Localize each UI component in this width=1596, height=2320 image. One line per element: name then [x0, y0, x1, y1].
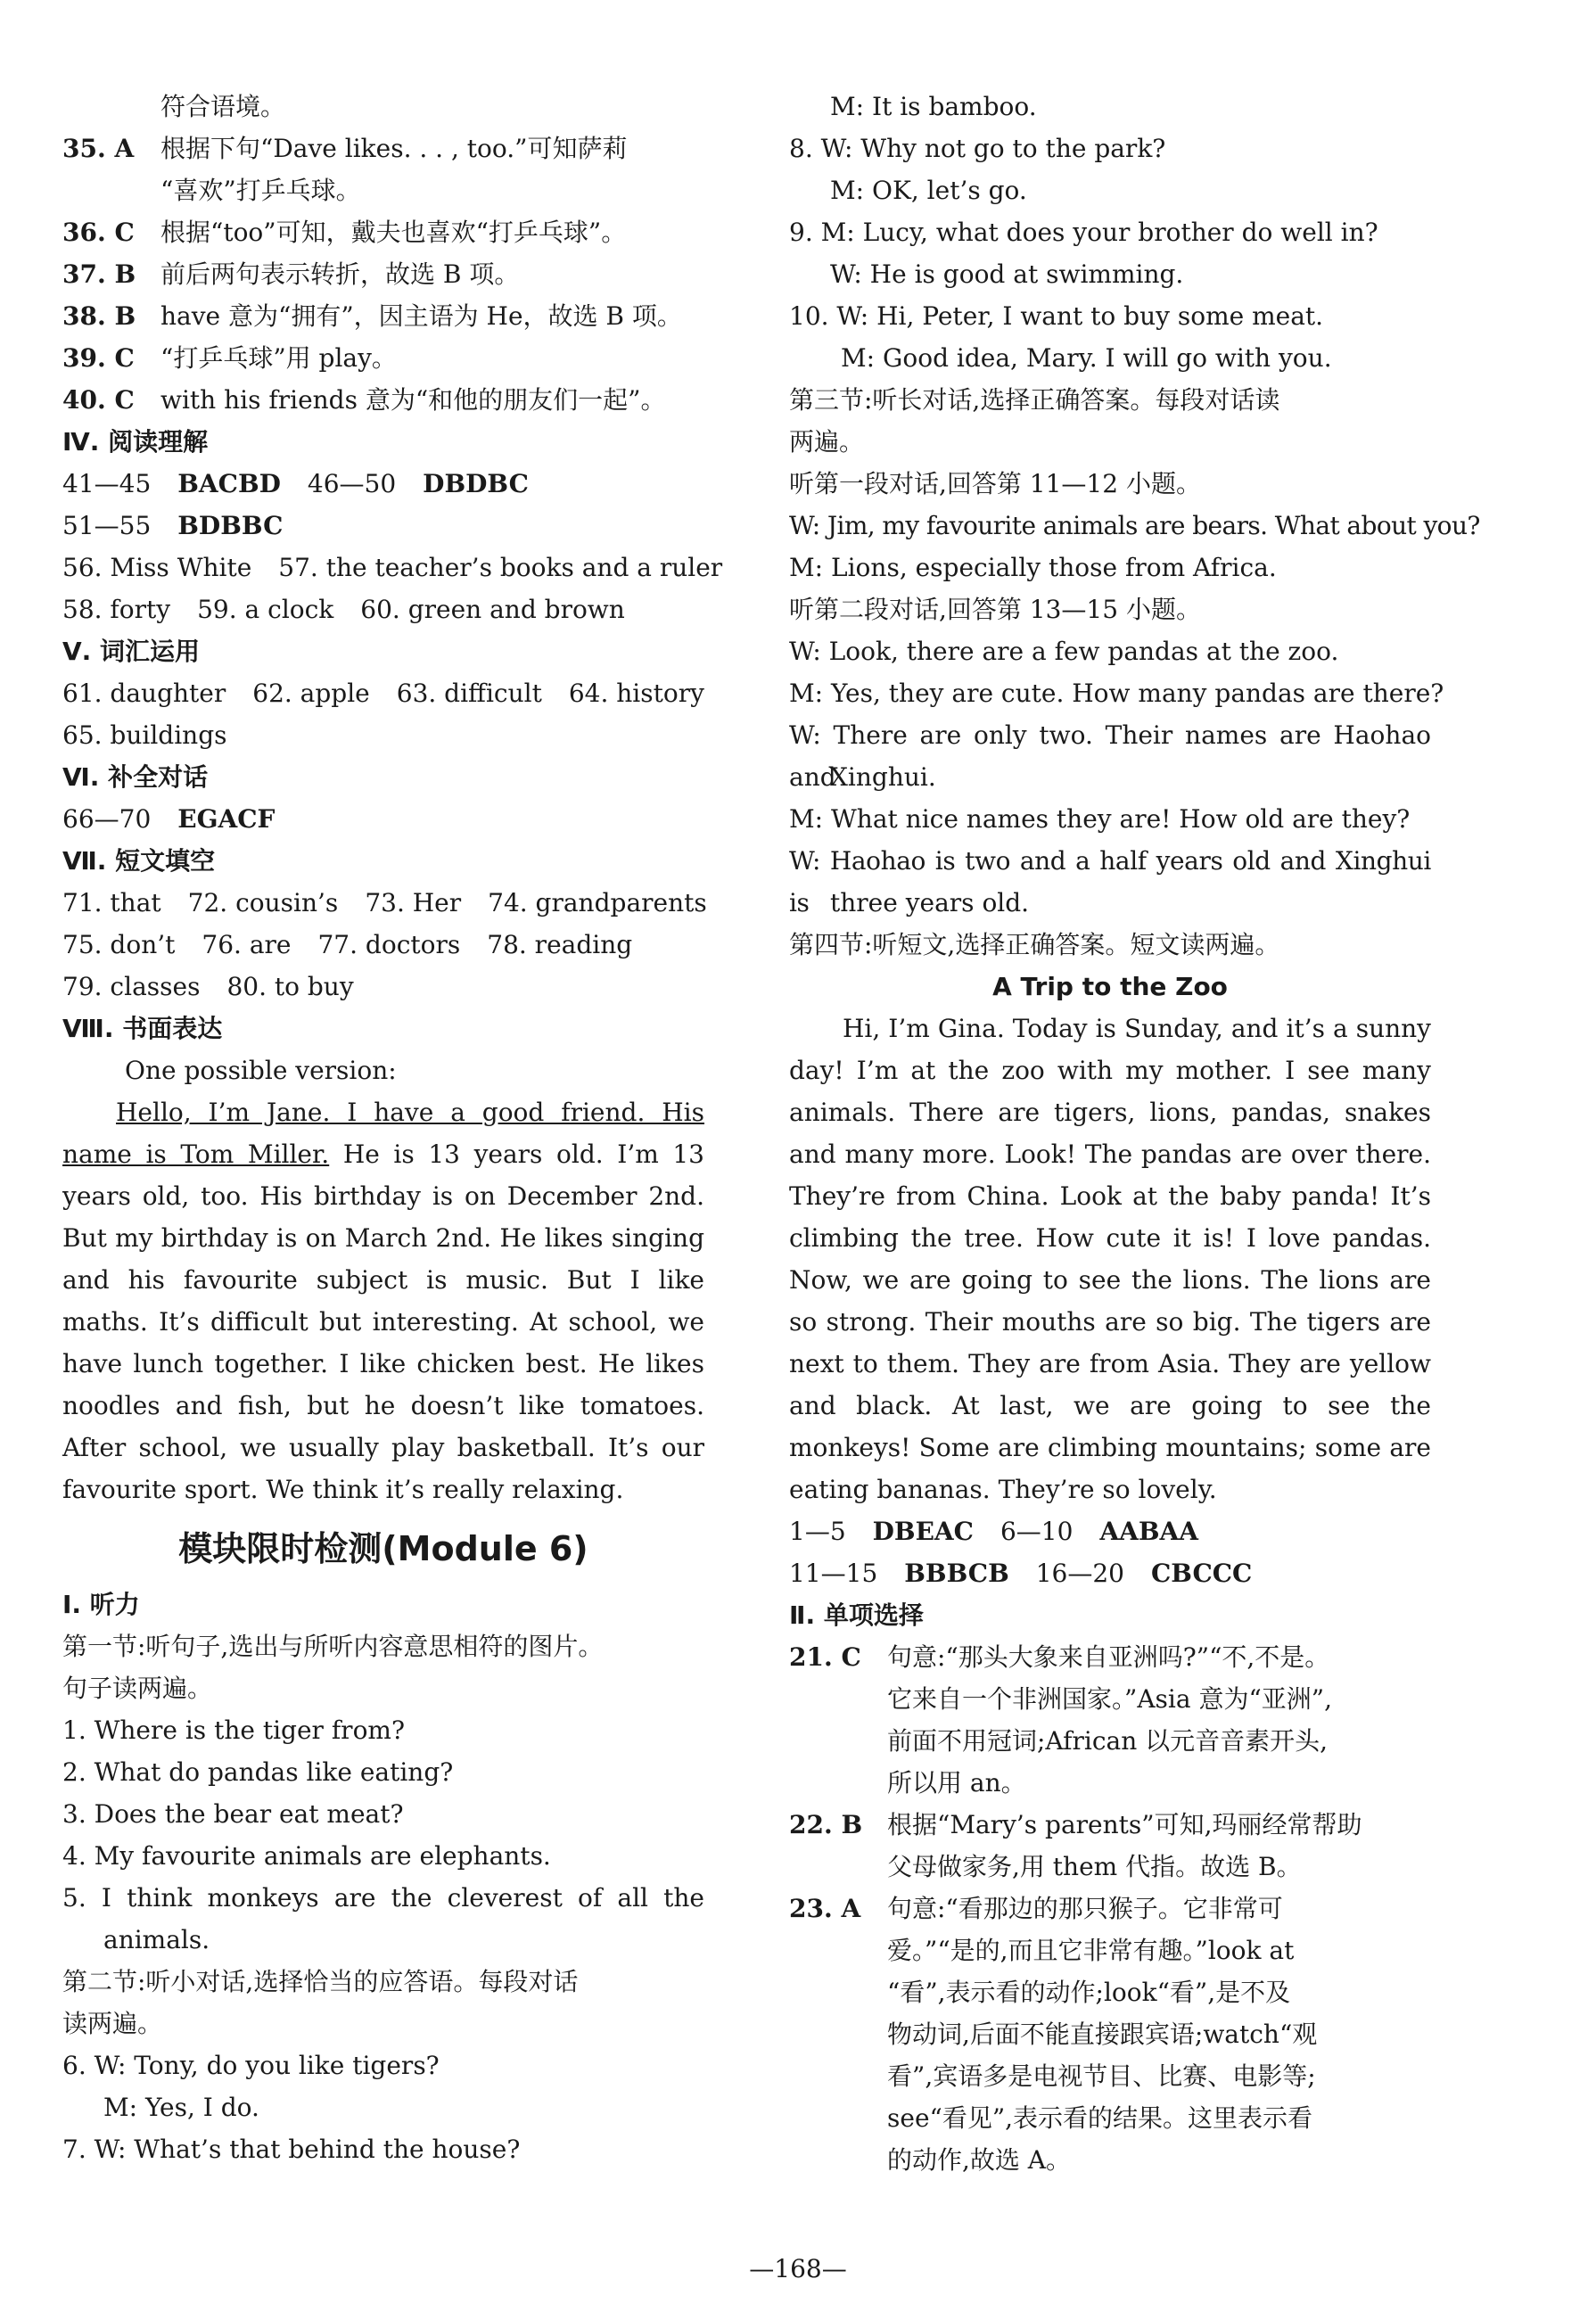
text-line: 听第二段对话,回答第 13—15 小题。	[789, 595, 1201, 624]
text-line: 符合语境。	[160, 92, 286, 121]
text-line: 句子读两遍。	[62, 1674, 213, 1703]
answer-row	[789, 1552, 1431, 1594]
answer-row	[62, 714, 704, 756]
answer-range: 16—20	[1035, 1559, 1124, 1588]
dialogue-line: 9. M: Lucy, what does your brother do well in?	[789, 218, 1378, 247]
text-line: animals.	[103, 1925, 210, 1954]
answer-item: 78. reading	[487, 930, 633, 959]
section-heading: Ⅱ. 单项选择	[789, 1600, 924, 1630]
dialogue-line: M: Good idea, Mary. I will go with you.	[841, 343, 1332, 373]
answer-number: 21. C	[789, 1642, 861, 1672]
section-heading: Ⅵ. 补全对话	[62, 762, 209, 792]
text-line: 第二节:听小对话,选择恰当的应答语。每段对话	[62, 1967, 579, 1996]
answer-item: 65. buildings	[62, 720, 227, 750]
listening-item: 5. I think monkeys are the cleverest of all the	[62, 1883, 704, 1913]
listening-item: 4. My favourite animals are elephants.	[62, 1841, 551, 1871]
dialogue-line: W: There are only two. Their names are Haohao and	[789, 720, 1431, 792]
answer-number: 39. C	[62, 343, 135, 373]
text-line: “喜欢”打乒乓球。	[160, 176, 361, 205]
answer-number: 22. B	[789, 1810, 863, 1839]
answer-row	[62, 463, 704, 505]
answer-range: 66—70	[62, 804, 152, 834]
answer-item: 61. daughter	[62, 679, 226, 708]
text-line: “看”,表示看的动作;look“看”,是不及	[887, 1978, 1291, 2007]
dialogue-line: Xinghui.	[830, 762, 936, 792]
dialogue-line: M: Yes, I do.	[103, 2093, 259, 2122]
right-column	[789, 86, 1480, 2181]
answer-range: 1—5	[789, 1517, 846, 1546]
passage-title: A Trip to the Zoo	[992, 972, 1228, 1001]
answer-explanation: 句意:“看那边的那只猴子。它非常可	[887, 1894, 1283, 1923]
dialogue-line: W: He is good at swimming.	[830, 259, 1184, 289]
answer-row	[62, 882, 707, 924]
answer-key: BDBBC	[177, 511, 284, 540]
answer-37	[62, 253, 704, 295]
model-essay	[62, 1091, 704, 1510]
answer-number: 37. B	[62, 259, 136, 289]
answer-number: 36. C	[62, 218, 135, 247]
text-line: 两遍。	[789, 427, 865, 457]
dialogue-line: M: It is bamboo.	[830, 92, 1037, 121]
answer-range: 46—50	[307, 469, 397, 498]
text-line: 第一节:听句子,选出与所听内容意思相符的图片。	[62, 1632, 604, 1661]
essay-underlined: Hello, I’m Jane. I have a good friend. His name is Tom Miller.	[62, 1098, 704, 1169]
passage-body: Hi, I’m Gina. Today is Sunday, and it’s a sunny day! I’m at the zoo with my mother. I see many animals. There are tigers, lions, pandas, snakes and many more. Look! The pandas are over there. They’re from China. Look at the baby panda! It’s climbing the tree. How cute it is! I love pandas. Now, we are going to see the lions. The lions are so strong. Their mouths are so big. The tigers are next to them. They are from Asia. They are yellow and black. At last, we are going to see the monkeys! Some are climbing mountains; some are eating bananas. They’re so lovely.	[789, 1014, 1431, 1504]
dialogue-line: M: Yes, they are cute. How many pandas are there?	[789, 679, 1444, 708]
answer-item: 74. grandparents	[488, 888, 707, 917]
answer-row	[62, 966, 704, 1008]
dialogue-line: three years old.	[830, 888, 1030, 917]
section-heading: Ⅳ. 阅读理解	[62, 427, 209, 457]
dialogue-line: 8. W: Why not go to the park?	[789, 134, 1166, 163]
module-title: 模块限时检测(Module 6)	[178, 1529, 588, 1568]
answer-explanation: have 意为“拥有”，因主语为 He，故选 B 项。	[160, 301, 682, 331]
text-line: 爱。”“是的,而且它非常有趣。”look at	[887, 1936, 1295, 1965]
answer-item: 59. a clock	[197, 595, 334, 624]
text-line: 看”,宾语多是电视节目、比赛、电影等;	[887, 2061, 1316, 2091]
answer-38	[62, 295, 704, 337]
text-line: 听第一段对话,回答第 11—12 小题。	[789, 469, 1201, 498]
answer-explanation: 前后两句表示转折，故选 B 项。	[160, 259, 520, 289]
answer-item: 80. to buy	[226, 972, 354, 1001]
text-line: 第四节:听短文,选择正确答案。短文读两遍。	[789, 930, 1280, 959]
answer-key: DBEAC	[872, 1517, 974, 1546]
answer-item: 75. don’t	[62, 930, 176, 959]
answer-explanation: 根据“Mary’s parents”可知,玛丽经常帮助	[887, 1810, 1362, 1839]
answer-explanation: 根据下句“Dave likes. . . , too.”可知萨莉	[160, 134, 628, 163]
listening-item: 1. Where is the tiger from?	[62, 1715, 405, 1745]
answer-item: 64. history	[568, 679, 704, 708]
section-heading: Ⅴ. 词汇运用	[62, 637, 201, 666]
answer-36	[62, 211, 704, 253]
answer-explanation: “打乒乓球”用 play。	[160, 343, 397, 373]
dialogue-line: 6. W: Tony, do you like tigers?	[62, 2051, 440, 2080]
dialogue-line: W: Look, there are a few pandas at the zoo.	[789, 637, 1339, 666]
answer-item: 71. that	[62, 888, 161, 917]
answer-22	[789, 1804, 1431, 1846]
answer-item: 56. Miss White	[62, 553, 252, 582]
answer-range: 6—10	[1000, 1517, 1074, 1546]
dialogue-line: W: Jim, my favourite animals are bears. What about you?	[789, 511, 1480, 540]
answer-row	[62, 672, 704, 714]
answer-key: EGACF	[177, 804, 276, 834]
text-line: 它来自一个非洲国家。”Asia 意为“亚洲”,	[887, 1684, 1332, 1714]
listening-item: 3. Does the bear eat meat?	[62, 1799, 404, 1829]
answer-key: BBBCB	[904, 1559, 1009, 1588]
text-line: 所以用 an。	[887, 1768, 1026, 1798]
answer-range: 11—15	[789, 1559, 878, 1588]
answer-item: 58. forty	[62, 595, 171, 624]
answer-number: 40. C	[62, 385, 135, 415]
dialogue-line: M: Lions, especially those from Africa.	[789, 553, 1277, 582]
text-line: 的动作,故选 A。	[887, 2145, 1072, 2175]
text-line: 读两遍。	[62, 2009, 163, 2038]
answer-number: 23. A	[789, 1894, 861, 1923]
dialogue-line: M: What nice names they are! How old are they?	[789, 804, 1411, 834]
answer-item: 60. green and brown	[360, 595, 625, 624]
answer-39	[62, 337, 704, 379]
section-heading: Ⅷ. 书面表达	[62, 1014, 223, 1043]
text-line: 前面不用冠词;African 以元音音素开头,	[887, 1726, 1329, 1756]
answer-row	[62, 588, 704, 630]
version-label: One possible version:	[125, 1056, 397, 1085]
essay-body: He is 13 years old. I’m 13 years old, too. His birthday is on December 2nd. But my birthday is on March 2nd. He likes singing and his favourite subject is music. But I like maths. It’s difficult but interesting. At school, we have lunch together. I like chicken best. He likes noodles and fish, but he doesn’t like tomatoes. After school, we usually play basketball. It’s our favourite sport. We think it’s really relaxing.	[62, 1139, 704, 1504]
answer-range: 51—55	[62, 511, 152, 540]
answer-item: 79. classes	[62, 972, 201, 1001]
dialogue-line: 10. W: Hi, Peter, I want to buy some meat.	[789, 301, 1324, 331]
answer-item: 62. apple	[252, 679, 370, 708]
answer-key: CBCCC	[1151, 1559, 1253, 1588]
dialogue-line: M: OK, let’s go.	[830, 176, 1027, 205]
answer-35	[62, 128, 704, 169]
answer-row	[789, 1510, 1431, 1552]
page-number: —168—	[749, 2254, 847, 2283]
answer-key: DBDBC	[423, 469, 529, 498]
answer-key: BACBD	[177, 469, 281, 498]
section-heading: Ⅶ. 短文填空	[62, 846, 216, 876]
answer-23	[789, 1888, 1431, 1929]
text-line: 第三节:听长对话,选择正确答案。每段对话读	[789, 385, 1280, 415]
answer-40	[62, 379, 704, 421]
answer-explanation: 句意:“那头大象来自亚洲吗?”“不,不是。	[887, 1642, 1330, 1672]
answer-item: 76. are	[202, 930, 292, 959]
answer-row	[62, 547, 723, 588]
answer-explanation: 根据“too”可知，戴夫也喜欢“打乒乓球”。	[160, 218, 627, 247]
text-line: 父母做家务,用 them 代指。故选 B。	[887, 1852, 1302, 1881]
dialogue-line: 7. W: What’s that behind the house?	[62, 2135, 521, 2164]
answer-row	[62, 505, 704, 547]
answer-row	[62, 798, 704, 840]
answer-explanation: with his friends 意为“和他的朋友们一起”。	[160, 385, 666, 415]
answer-item: 73. Her	[365, 888, 462, 917]
text-line: 物动词,后面不能直接跟宾语;watch“观	[887, 2020, 1318, 2049]
answer-number: 38. B	[62, 301, 136, 331]
answer-21	[789, 1636, 1431, 1678]
dialogue-line: W: Haohao is two and a half years old and Xinghui is	[789, 846, 1431, 917]
answer-key: AABAA	[1099, 1517, 1198, 1546]
answer-item: 57. the teacher’s books and a ruler	[278, 553, 723, 582]
answer-item: 77. doctors	[317, 930, 461, 959]
listening-item: 2. What do pandas like eating?	[62, 1757, 454, 1787]
text-line: see“看见”,表示看的结果。这里表示看	[887, 2103, 1313, 2133]
answer-item: 63. difficult	[396, 679, 542, 708]
section-heading: Ⅰ. 听力	[62, 1590, 140, 1619]
answer-item: 72. cousin’s	[187, 888, 339, 917]
answer-range: 41—45	[62, 469, 152, 498]
answer-row	[62, 924, 704, 966]
left-column	[62, 86, 723, 2170]
answer-number: 35. A	[62, 134, 135, 163]
